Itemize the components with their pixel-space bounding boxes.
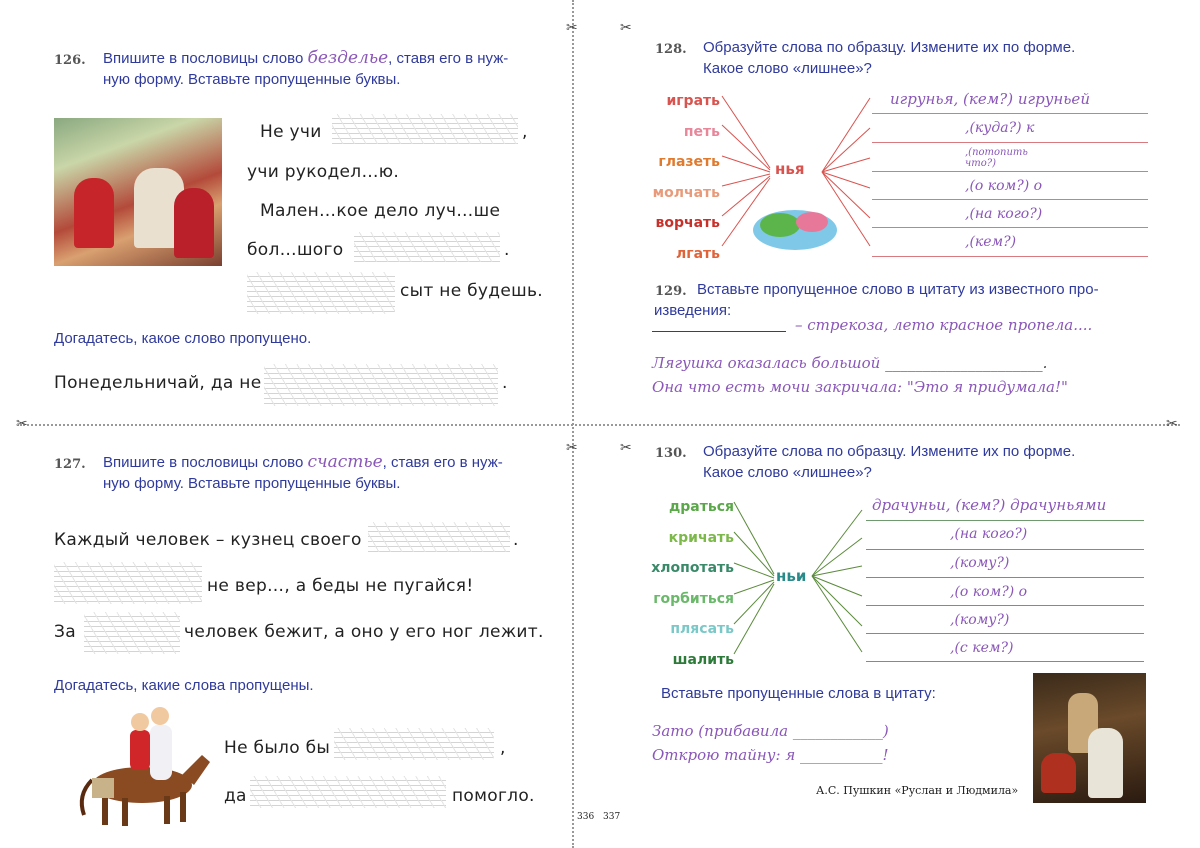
answer-rule xyxy=(872,142,1148,143)
scissors-icon: ✂ xyxy=(620,20,632,36)
exercise-instruction: Впишите в пословицы слово счастье, ставя его в нуж- ную форму. Вставьте пропущенные буквы. xyxy=(103,452,503,492)
verb-item: хлопотать xyxy=(651,560,734,576)
scissors-icon: ✂ xyxy=(1166,416,1178,432)
exercise-number: 126. xyxy=(54,53,86,68)
verb-item: драться xyxy=(668,499,734,515)
guess-instruction: Догадатесь, какое слово пропущено. xyxy=(54,330,312,347)
punctuation: , xyxy=(522,122,528,142)
text-line: Не учи xyxy=(260,122,322,142)
quote-line: – стрекоза, лето красное пропела.... xyxy=(795,316,1093,334)
citation-line: Зато (прибавила ____________) xyxy=(652,722,889,740)
verb-list xyxy=(646,492,734,675)
answer-rule xyxy=(872,171,1148,172)
verb-item: молчать xyxy=(652,184,720,201)
text-line: Каждый человек – кузнец своего xyxy=(54,530,362,550)
suffix-label: нья xyxy=(775,160,805,178)
painting-image xyxy=(1033,673,1146,803)
answer-rule xyxy=(866,520,1144,521)
guess-instruction: Догадатесь, какие слова пропущены. xyxy=(54,677,314,694)
verb-item: плясать xyxy=(670,621,734,637)
writing-blank[interactable] xyxy=(368,522,510,552)
citation-instruction: Вставьте пропущенные слова в цитату: xyxy=(661,685,936,702)
answer-line: игрунья, (кем?) игруньей xyxy=(890,90,1090,108)
text-line: помогло. xyxy=(452,786,535,806)
answer-line[interactable]: ,(кому?) xyxy=(950,612,1010,628)
punctuation: . xyxy=(504,240,510,260)
answer-line[interactable]: ,(кому?) xyxy=(950,555,1010,571)
verb-list xyxy=(648,86,720,269)
horse-rider-image xyxy=(72,700,212,830)
scissors-icon: ✂ xyxy=(566,440,578,456)
answer-line[interactable]: ,(на кого?) xyxy=(965,206,1043,222)
text-line: сыт не будешь. xyxy=(400,281,543,301)
painting-image xyxy=(54,118,222,266)
page-number: 337 xyxy=(603,812,621,822)
answer-line[interactable]: ,(с кем?) xyxy=(950,640,1014,656)
text-line: учи рукодел…ю. xyxy=(247,162,400,182)
exercise-number: 129. xyxy=(655,284,687,299)
exercise-instruction: Образуйте слова по образцу. Измените их по форме. Какое слово «лишнее»? xyxy=(703,443,1076,481)
exercise-instruction: Вставьте пропущенное слово в цитату из известного про- изведения: xyxy=(654,281,1099,319)
scissors-icon: ✂ xyxy=(566,20,578,36)
text-line: бол…шого xyxy=(247,240,344,260)
suffix-label: ньи xyxy=(776,567,807,585)
text-line: Не было бы xyxy=(224,738,331,758)
answer-line[interactable]: ,(о ком?) о xyxy=(965,178,1043,194)
word-formation-diagram xyxy=(640,80,1180,270)
writing-blank[interactable] xyxy=(264,364,498,406)
answer-rule xyxy=(872,113,1148,114)
exercise-number: 128. xyxy=(655,42,687,57)
verb-item: играть xyxy=(666,93,720,109)
exercise-instruction: Образуйте слова по образцу. Измените их по форме. Какое слово «лишнее»? xyxy=(703,39,1076,77)
answer-rule xyxy=(872,256,1148,257)
text-line: Понедельничай, да не xyxy=(54,373,262,393)
text-line: За xyxy=(54,622,76,642)
page-number: 336 xyxy=(577,812,595,822)
verb-item: ворчать xyxy=(655,215,720,231)
writing-blank[interactable] xyxy=(354,232,500,262)
answer-rule xyxy=(866,633,1144,634)
verb-item: петь xyxy=(683,123,720,140)
answer-line[interactable]: ,(куда?) к xyxy=(965,120,1035,136)
answer-rule xyxy=(872,199,1148,200)
verb-item: кричать xyxy=(668,529,734,546)
text-line: да xyxy=(224,786,247,806)
text-line: человек бежит, а оно у его ног лежит. xyxy=(184,622,544,642)
writing-blank[interactable] xyxy=(334,728,494,760)
scissors-icon: ✂ xyxy=(620,440,632,456)
answer-rule xyxy=(866,605,1144,606)
writing-blank[interactable] xyxy=(247,272,395,314)
text-line: не вер…, а беды не пугайся! xyxy=(207,576,474,596)
citation-source: А.С. Пушкин «Руслан и Людмила» xyxy=(816,784,1019,797)
citation-line: Открою тайну: я ___________! xyxy=(652,746,889,764)
punctuation: . xyxy=(502,373,508,393)
punctuation: . xyxy=(513,530,519,550)
exercise-instruction: Впишите в пословицы слово безделье, ставя его в нуж- ную форму. Вставьте пропущенные буквы. xyxy=(103,48,509,88)
writing-blank[interactable] xyxy=(84,612,180,654)
writing-blank[interactable] xyxy=(332,114,518,144)
answer-rule xyxy=(866,549,1144,550)
quote-line: Лягушка оказалась большой _____________________. xyxy=(652,354,1048,372)
verb-item: горбиться xyxy=(653,590,734,607)
verb-item: лгать xyxy=(676,245,720,262)
text-line: Мален…кое дело луч…ше xyxy=(260,201,501,221)
answer-rule xyxy=(872,227,1148,228)
writing-blank[interactable] xyxy=(250,776,446,808)
exercise-number: 127. xyxy=(54,457,86,472)
writing-blank[interactable] xyxy=(54,562,202,604)
answer-rule xyxy=(866,577,1144,578)
answer-rule xyxy=(866,661,1144,662)
punctuation: , xyxy=(500,738,506,758)
answer-line: драчуньи, (кем?) драчуньями xyxy=(872,496,1107,514)
verb-item: шалить xyxy=(672,651,734,668)
answer-line[interactable]: ,(потопить что?) xyxy=(965,147,1028,169)
answer-line[interactable]: ,(кем?) xyxy=(965,234,1017,250)
quote-line: Она что есть мочи закричала: "Это я придумала!" xyxy=(652,378,1068,396)
exercise-number: 130. xyxy=(655,446,687,461)
verb-item: глазеть xyxy=(658,154,720,170)
scissors-icon: ✂ xyxy=(16,416,28,432)
answer-line[interactable]: ,(о ком?) о xyxy=(950,584,1028,600)
answer-line[interactable]: ,(на кого?) xyxy=(950,526,1028,542)
horizontal-cut-line xyxy=(20,424,1180,426)
quote-blank[interactable] xyxy=(652,331,786,332)
